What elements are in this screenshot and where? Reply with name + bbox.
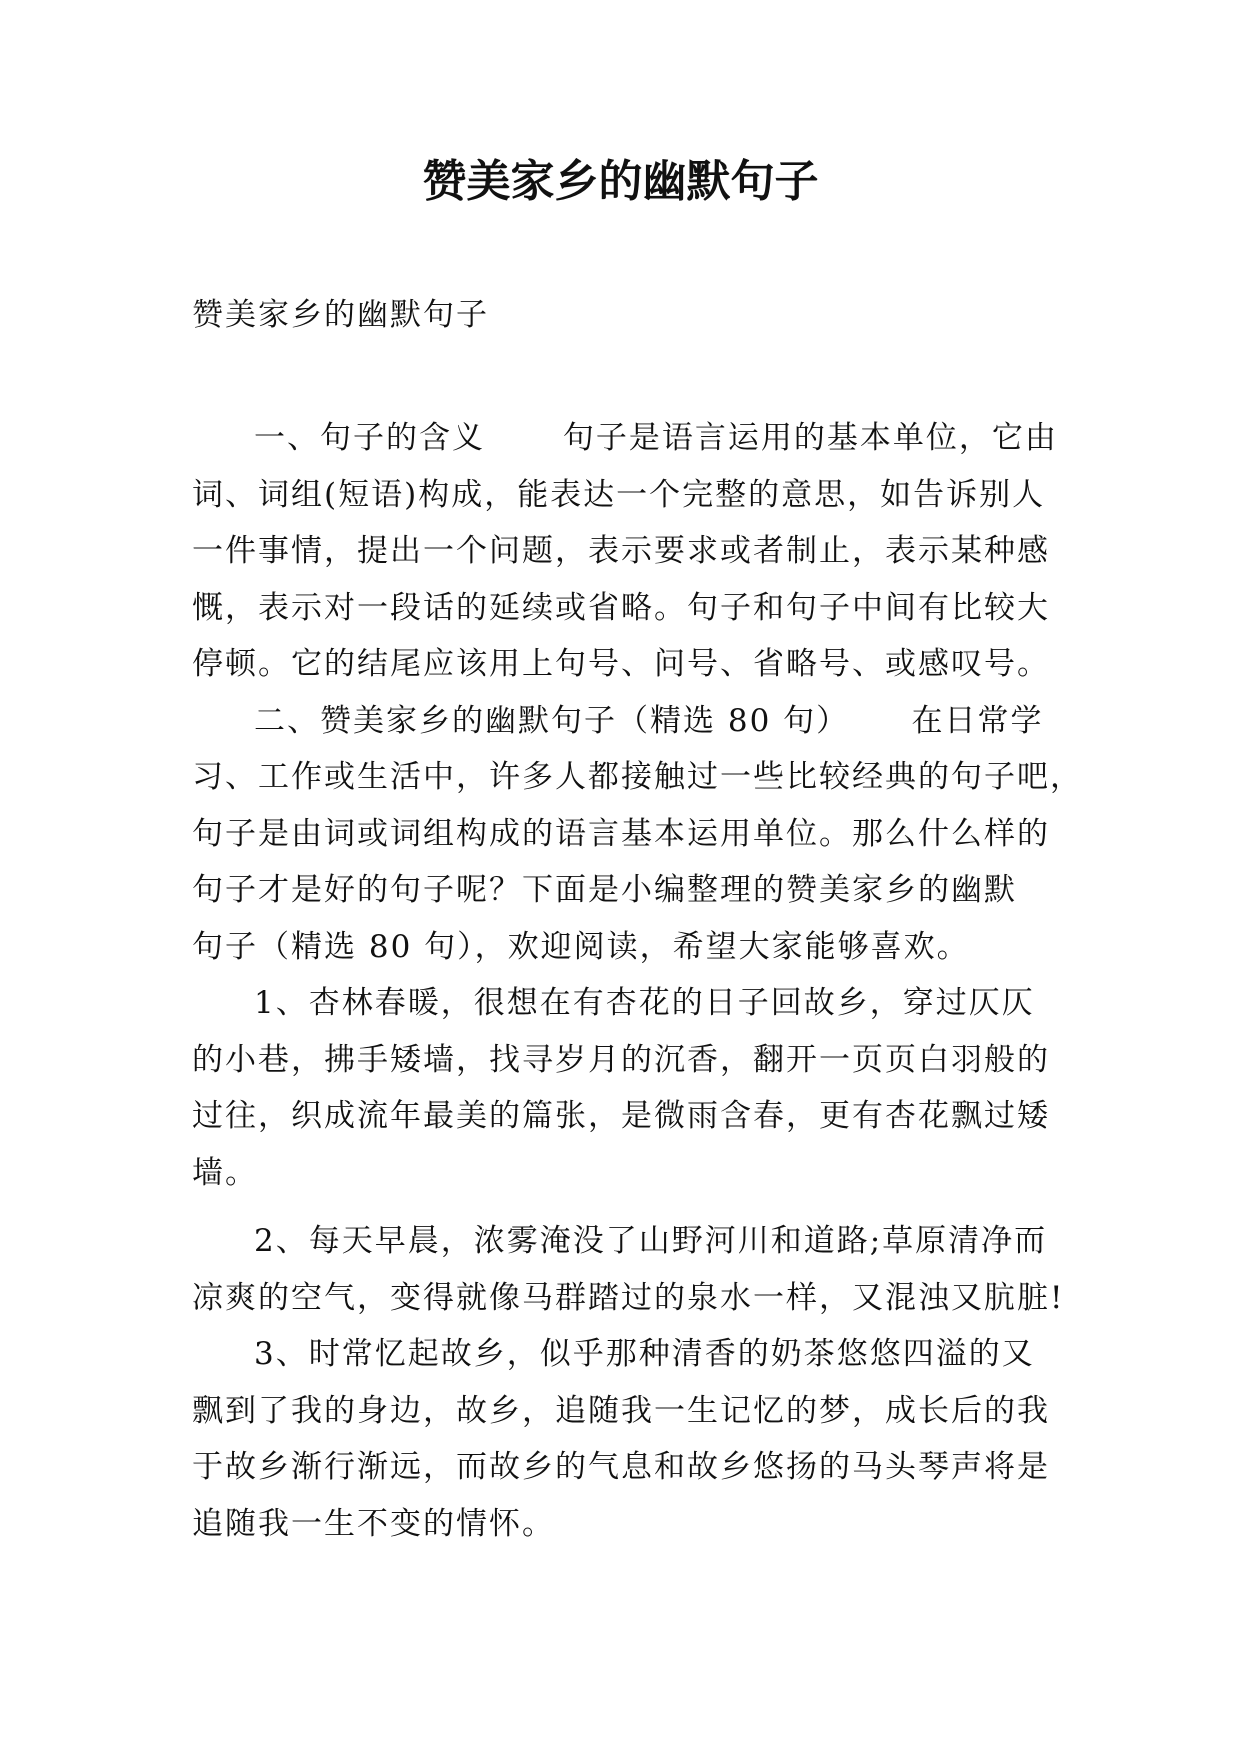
text-line: 2、每天早晨，浓雾淹没了山野河川和道路;草原清净而 [254,1223,1048,1259]
document-subtitle: 赞美家乡的幽默句子 [192,297,489,333]
text-line: 句子是由词或词组构成的语言基本运用单位。那么什么样的 [192,815,1050,852]
text-line: 句子才是好的句子呢？下面是小编整理的赞美家乡的幽默 [192,872,1017,908]
text-line: 句子（精选 80 句），欢迎阅读，希望大家能够喜欢。 [192,928,970,965]
text-line: 词、词组(短语)构成，能表达一个完整的意思，如告诉别人 [192,476,1046,513]
text-line: 习、工作或生活中，许多人都接触过一些比较经典的句子吧， [192,759,1083,795]
text-line: 二、赞美家乡的幽默句子（精选 80 句） 在日常学 [254,702,1044,739]
text-line: 的小巷，拂手矮墙，找寻岁月的沉香，翻开一页页白羽般的 [192,1041,1050,1078]
text-line: 3、时常忆起故乡，似乎那种清香的奶茶悠悠四溢的又 [254,1336,1035,1372]
paragraph-intro [192,693,1083,976]
text-line: 一件事情，提出一个问题，表示要求或者制止，表示某种感 [192,533,1050,569]
text-line: 1、杏林春暖，很想在有杏花的日子回故乡，穿过仄仄 [254,985,1035,1021]
text-line: 一、句子的含义 句子是语言运用的基本单位，它由 [254,420,1058,456]
text-line: 慨，表示对一段话的延续或省略。句子和句子中间有比较大 [192,589,1050,626]
paragraph-item-3 [192,1326,1072,1552]
paragraph-item-2 [192,1213,1072,1326]
text-line: 过往，织成流年最美的篇张，是微雨含春，更有杏花飘过矮 [192,1098,1050,1134]
paragraph-item-1 [192,975,1072,1201]
text-line: 凉爽的空气，变得就像马群踏过的泉水一样，又混浊又肮脏! [192,1279,1065,1316]
document-title: 赞美家乡的幽默句子 [422,156,819,207]
document-body [192,410,1083,1552]
text-line: 停顿。它的结尾应该用上句号、问号、省略号、或感叹号。 [192,646,1050,682]
text-line: 于故乡渐行渐远，而故乡的气息和故乡悠扬的马头琴声将是 [192,1449,1050,1485]
text-line: 墙。 [192,1154,258,1191]
text-line: 飘到了我的身边，故乡，追随我一生记忆的梦，成长后的我 [192,1392,1050,1429]
paragraph-sentence-meaning [192,410,1072,693]
text-line: 追随我一生不变的情怀。 [192,1505,555,1542]
